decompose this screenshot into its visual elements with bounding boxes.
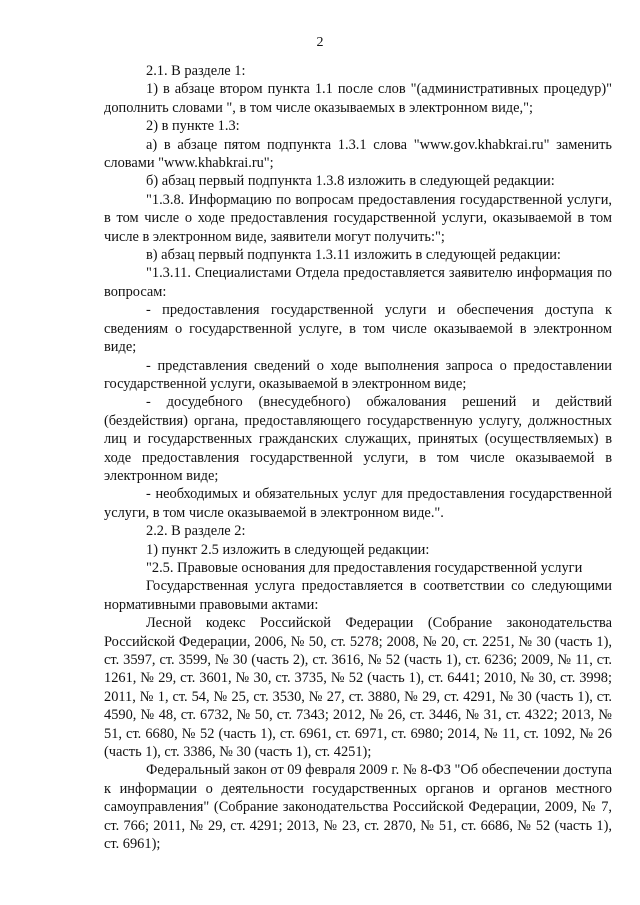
paragraph-subitem-a: а) в абзаце пятом подпункта 1.3.1 слова "www.gov.khabkrai.ru" заменить словами "www.khabkrai.ru";	[104, 136, 612, 172]
paragraph-quote-1-3-8: "1.3.8. Информацию по вопросам предоставления государственной услуги, в том числе о ходе предоставления государственной услуги, оказываемой в том числе в электронном виде, заявители могут получить:";	[104, 191, 612, 245]
paragraph-subitem-b: б) абзац первый подпункта 1.3.8 изложить в следующей редакции:	[146, 173, 555, 190]
paragraph-forest-code: Лесной кодекс Российской Федерации (Собрание законодательства Российской Федерации, 2006, № 50, ст. 5278; 2008, № 20, ст. 2251, № 30 (часть 1), ст. 3597, ст. 3599, № 30 (часть 2), ст. 3616, № 52 (часть 1), ст. 6236; 2009, № 11, ст. 1261, № 29, ст. 3601, № 30, ст. 3735, № 52 (часть 1), ст. 6441; 2010, № 30, ст. 3998; 2011, № 1, ст. 54, № 25, ст. 3530, № 27, ст. 3880, № 29, ст. 4291, № 30 (часть 1), ст. 4590, № 48, ст. 6732, № 50, ст. 7343; 2012, № 26, ст. 3446, № 31, ст. 4322; 2013, № 51, ст. 6680, № 52 (часть 1), ст. 6961, ст. 6971, ст. 6980; 2014, № 11, ст. 1092, № 26 (часть 1), ст. 3386, № 30 (часть 1), ст. 4251);	[104, 615, 612, 761]
paragraph-federal-law: Федеральный закон от 09 февраля 2009 г. № 8-ФЗ "Об обеспечении доступа к информации о деятельности государственных органов и органов местного самоуправления" (Собрание законодательства Российской Федерации, 2009, № 7, ст. 766; 2011, № 29, ст. 4291; 2013, № 23, ст. 2870, № 51, ст. 6686, № 52 (часть 1), ст. 6961);	[104, 762, 612, 853]
page-number: 2	[316, 35, 324, 50]
paragraph-legal-basis: Государственная услуга предоставляется в соответствии со следующими нормативными правовыми актами:	[104, 578, 612, 613]
paragraph-item-1-1: 1) в абзаце втором пункта 1.1 после слов "(административных процедур)" дополнить словами ", в том числе оказываемых в электронном виде,";	[104, 81, 612, 116]
paragraph-subitem-v: в) абзац первый подпункта 1.3.11 изложить в следующей редакции:	[146, 247, 561, 264]
document-body	[104, 62, 612, 853]
paragraph-quote-2-5: "2.5. Правовые основания для предоставления государственной услуги	[146, 559, 583, 576]
paragraph-bullet-2: - представления сведений о ходе выполнения запроса о предоставлении государственной услуги, оказываемой в электронном виде;	[104, 357, 612, 392]
paragraph-section-2-2: 2.2. В разделе 2:	[146, 523, 246, 540]
paragraph-bullet-3: - досудебного (внесудебного) обжалования решений и действий (бездействия) органа, предоставляющего государственную услугу, должностных лиц и государственных гражданских служащих, принятых (осуществляемых) в ходе предоставления государственной услуги, в том числе оказываемой в электронном виде;	[104, 394, 612, 484]
paragraph-item-2-5: 1) пункт 2.5 изложить в следующей редакции:	[146, 541, 430, 558]
paragraph-bullet-4: - необходимых и обязательных услуг для предоставления государственной услуги, в том числе оказываемой в электронном виде.".	[104, 486, 612, 521]
paragraph-quote-1-3-11: "1.3.11. Специалистами Отдела предоставляется заявителю информация по вопросам:	[104, 265, 612, 300]
paragraph-bullet-1: - предоставления государственной услуги и обеспечения доступа к сведениям о государственной услуге, в том числе оказываемой в электронном виде;	[104, 302, 612, 356]
paragraph-item-1-3: 2) в пункте 1.3:	[146, 118, 240, 135]
paragraph-section-2-1: 2.1. В разделе 1:	[146, 63, 246, 79]
